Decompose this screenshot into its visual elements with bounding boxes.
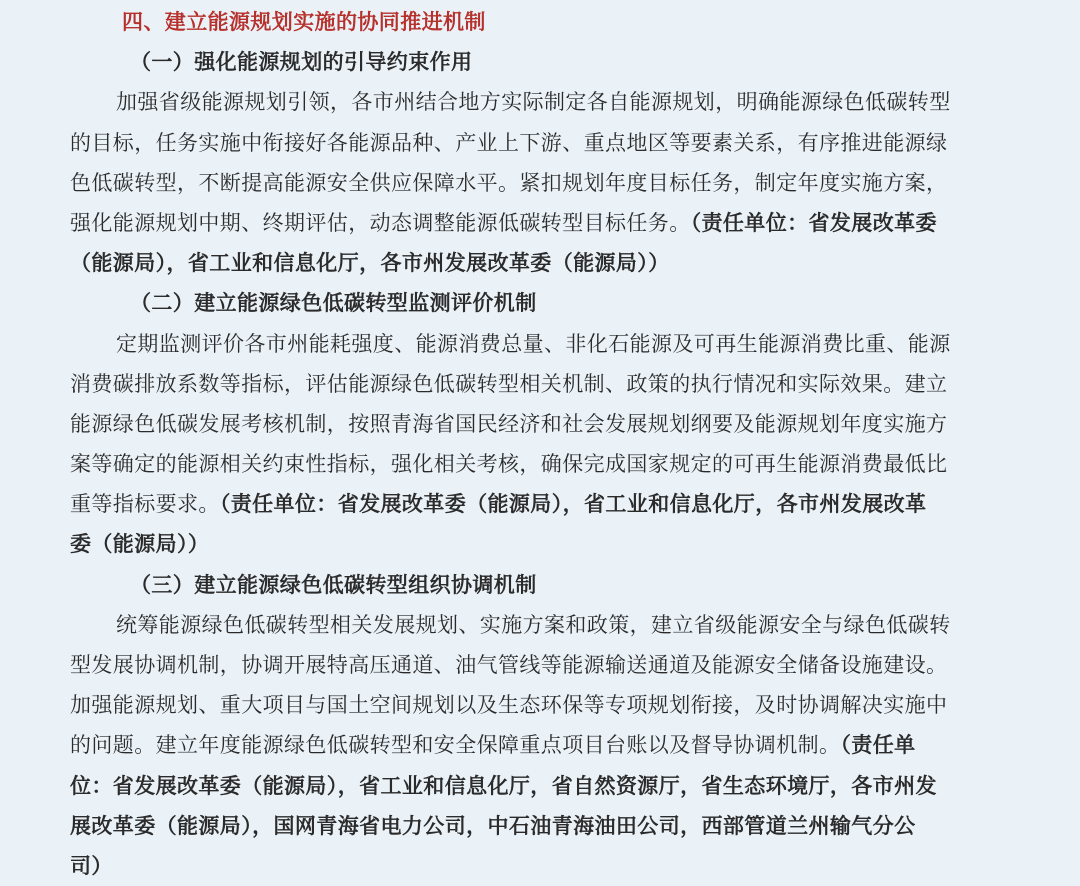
sub3-responsibility-3: 司）: [70, 852, 113, 878]
sub1-line-1: 加强省级能源规划引领，各市州结合地方实际制定各自能源规划，明确能源绿色低碳转型: [116, 90, 951, 115]
sub1-line-2: 的目标，任务实施中衔接好各能源品种、产业上下游、重点地区等要素关系，有序推进能源绿: [70, 130, 948, 155]
sub1-line-4-text: 强化能源规划中期、终期评估，动态调整能源低碳转型目标任务。: [70, 210, 691, 235]
sub2-responsibility: 委（能源局））: [70, 531, 210, 557]
sub2-line-5-text: 重等指标要求。: [70, 492, 220, 517]
section-heading: 四、建立能源规划实施的协同推进机制: [122, 9, 486, 34]
sub3-line-4: [70, 725, 1010, 765]
sub3-line-3: 加强能源规划、重大项目与国土空间规划以及生态环保等专项规划衔接，及时协调解决实施中: [70, 693, 948, 718]
sub3-line-4-text: 的问题。建立年度能源绿色低碳转型和安全保障重点项目台账以及督导协调机制。: [70, 733, 841, 758]
sub3-title: （三）建立能源绿色低碳转型组织协调机制: [130, 571, 537, 597]
sub3-line-1: 统筹能源绿色低碳转型相关发展规划、实施方案和政策，建立省级能源安全与绿色低碳转: [116, 612, 951, 637]
sub1-responsibility-start: （责任单位：省发展改革委: [690, 209, 937, 235]
sub1-responsibility: （能源局），省工业和信息化厅，各市州发展改革委（能源局））: [70, 250, 670, 276]
sub1-line-3: 色低碳转型，不断提高能源安全供应保障水平。紧扣规划年度目标任务，制定年度实施方案，: [70, 170, 948, 195]
sub1-line-4: [70, 203, 1010, 243]
sub3-responsibility-1: 位：省发展改革委（能源局），省工业和信息化厅，省自然资源厅，省生态环境厅，各市州发: [70, 772, 937, 798]
sub3-responsibility-2: 展改革委（能源局），国网青海省电力公司，中石油青海油田公司，西部管道兰州输气分公: [70, 812, 916, 838]
sub3-responsibility-start: （责任单: [840, 732, 916, 758]
sub2-line-2: 消费碳排放系数等指标，评估能源绿色低碳转型相关机制、政策的执行情况和实际效果。建立: [70, 371, 948, 396]
sub2-line-3: 能源绿色低碳发展考核机制，按照青海省国民经济和社会发展规划纲要及能源规划年度实施方: [70, 411, 948, 436]
sub2-line-4: 案等确定的能源相关约束性指标，强化相关考核，确保完成国家规定的可再生能源消费最低比: [70, 452, 948, 477]
sub2-line-1: 定期监测评价各市州能耗强度、能源消费总量、非化石能源及可再生能源消费比重、能源: [116, 331, 951, 356]
sub3-line-2: 型发展协调机制，协调开展特高压通道、油气管线等能源输送通道及能源安全储备设施建设。: [70, 653, 948, 677]
sub1-title: （一）强化能源规划的引导约束作用: [130, 49, 473, 75]
sub2-responsibility-start: （责任单位：省发展改革委（能源局），省工业和信息化厅，各市州发展改革: [219, 491, 927, 517]
sub2-line-5: [70, 484, 1010, 524]
sub2-title: （二）建立能源绿色低碳转型监测评价机制: [130, 290, 537, 316]
